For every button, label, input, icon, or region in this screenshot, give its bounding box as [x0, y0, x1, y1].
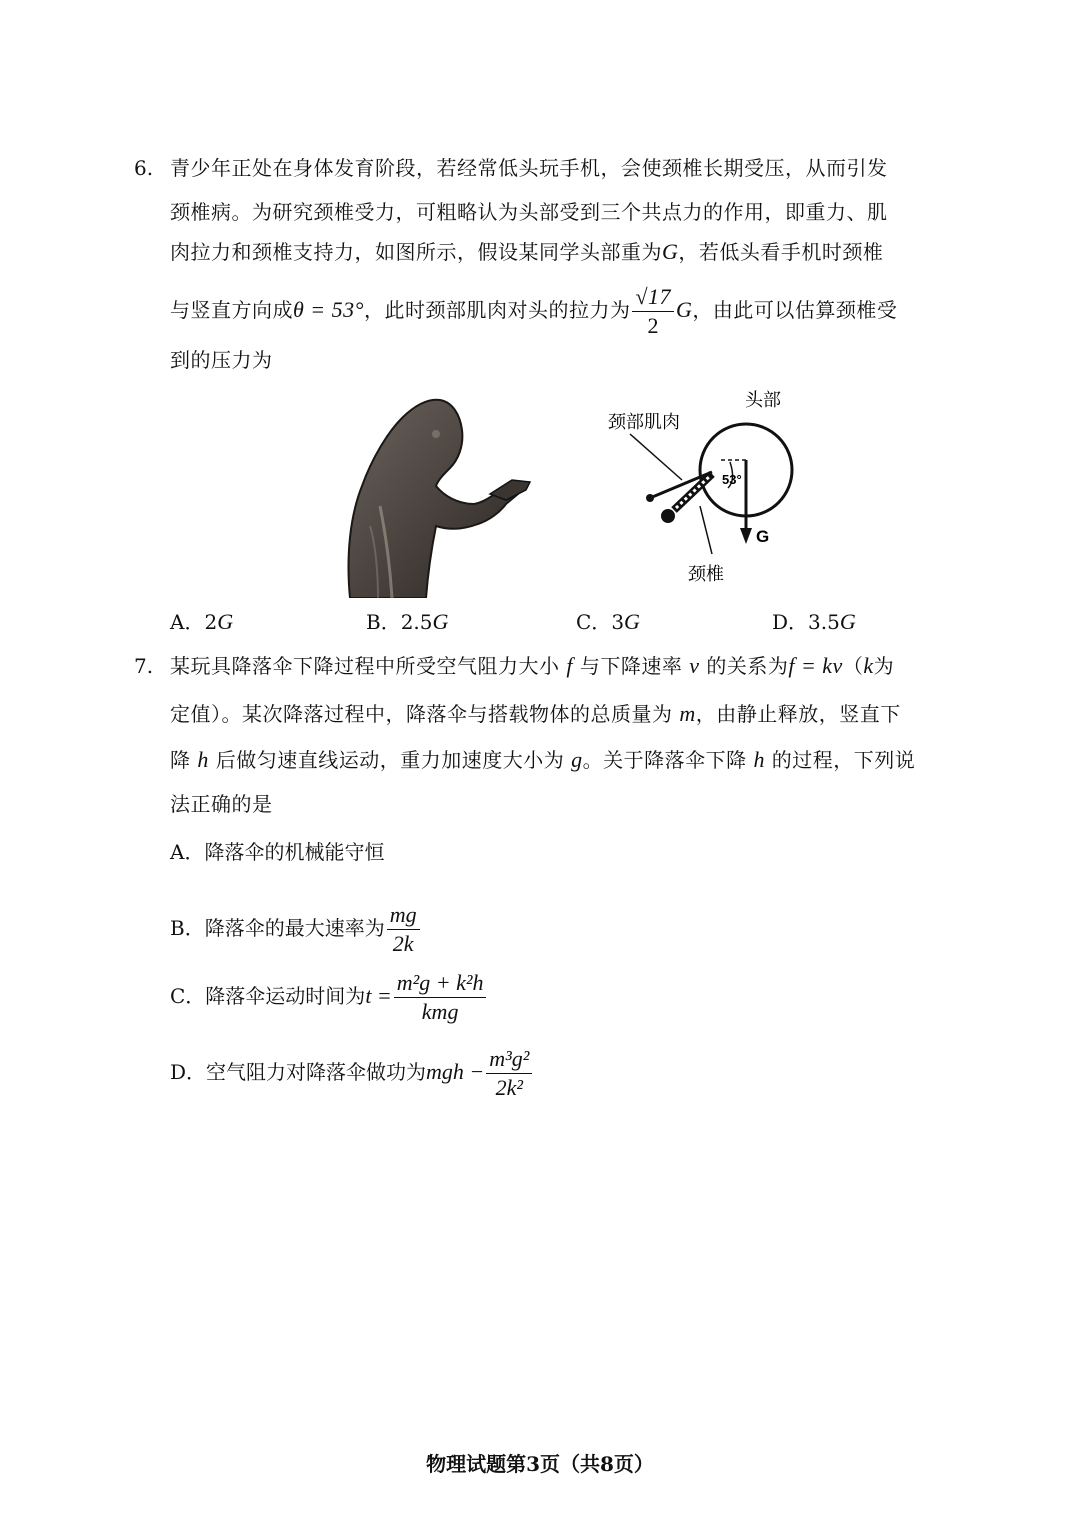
q6-option-d[interactable]: D．3.5G: [772, 609, 856, 634]
q6-option-a[interactable]: A．2G: [170, 609, 234, 634]
spine-joint-icon: [661, 509, 675, 523]
q6-option-c[interactable]: C．3G: [576, 609, 640, 634]
person-looking-at-phone-illustration: [340, 386, 540, 598]
q7-line-2: 定值）。某次降落过程中，降落伞与搭载物体的总质量为 m，由静止释放，竖直下: [170, 701, 901, 726]
label-neck-muscle: 颈部肌肉: [608, 412, 680, 432]
page-footer: 物理试题第3页（共8页）: [426, 1452, 654, 1476]
q7-line-3: 降 h 后做匀速直线运动，重力加速度大小为 g。关于降落伞下降 h 的过程，下列说: [170, 747, 916, 772]
tension-fraction: $\frac{√17}{2}$: [632, 285, 674, 338]
label-force-g: G: [756, 527, 770, 546]
q7-option-a[interactable]: A．降落伞的机械能守恒: [170, 840, 385, 864]
question-number: 6.: [134, 156, 154, 180]
q6-line-5: 到的压力为: [170, 348, 273, 372]
q6-line-4: 与竖直方向成θ = 53°，此时颈部肌肉对头的拉力为 $\frac{√17}{2}$ G，由此可以估算颈椎受: [170, 284, 898, 338]
q7-line-4: 法正确的是: [170, 792, 273, 816]
q7-option-b[interactable]: B．降落伞的最大速率为 $\frac{mg}{2k}$: [170, 900, 422, 956]
q7-line-1: 某玩具降落伞下降过程中所受空气阻力大小 f 与下降速率 v 的关系为f = kv（k为: [170, 653, 895, 678]
q6-option-b[interactable]: B．2.5G: [366, 609, 449, 634]
q6-line-1: 青少年正处在身体发育阶段，若经常低头玩手机，会使颈椎长期受压，从而引发: [170, 156, 888, 180]
q6-line-2: 颈椎病。为研究颈椎受力，可粗略认为头部受到三个共点力的作用，即重力、肌: [170, 200, 888, 224]
label-head: 头部: [745, 390, 781, 410]
q7-option-c[interactable]: C．降落伞运动时间为t = $\frac{\text{m²g + k²h}}{\text{kmg}}$: [170, 968, 488, 1024]
q7-option-d[interactable]: D．空气阻力对降落伞做功为mgh − $\frac{\text{m³g²}}{\text{2k²}}$: [170, 1044, 534, 1100]
q6-line-3: 肉拉力和颈椎支持力，如图所示，假设某同学头部重为G，若低头看手机时颈椎: [170, 239, 884, 264]
label-angle: 53°: [722, 472, 742, 487]
label-spine: 颈椎: [688, 564, 724, 584]
question-number: 7.: [134, 654, 154, 678]
head-force-diagram: [600, 384, 810, 588]
gravity-arrow-icon: [740, 528, 752, 544]
